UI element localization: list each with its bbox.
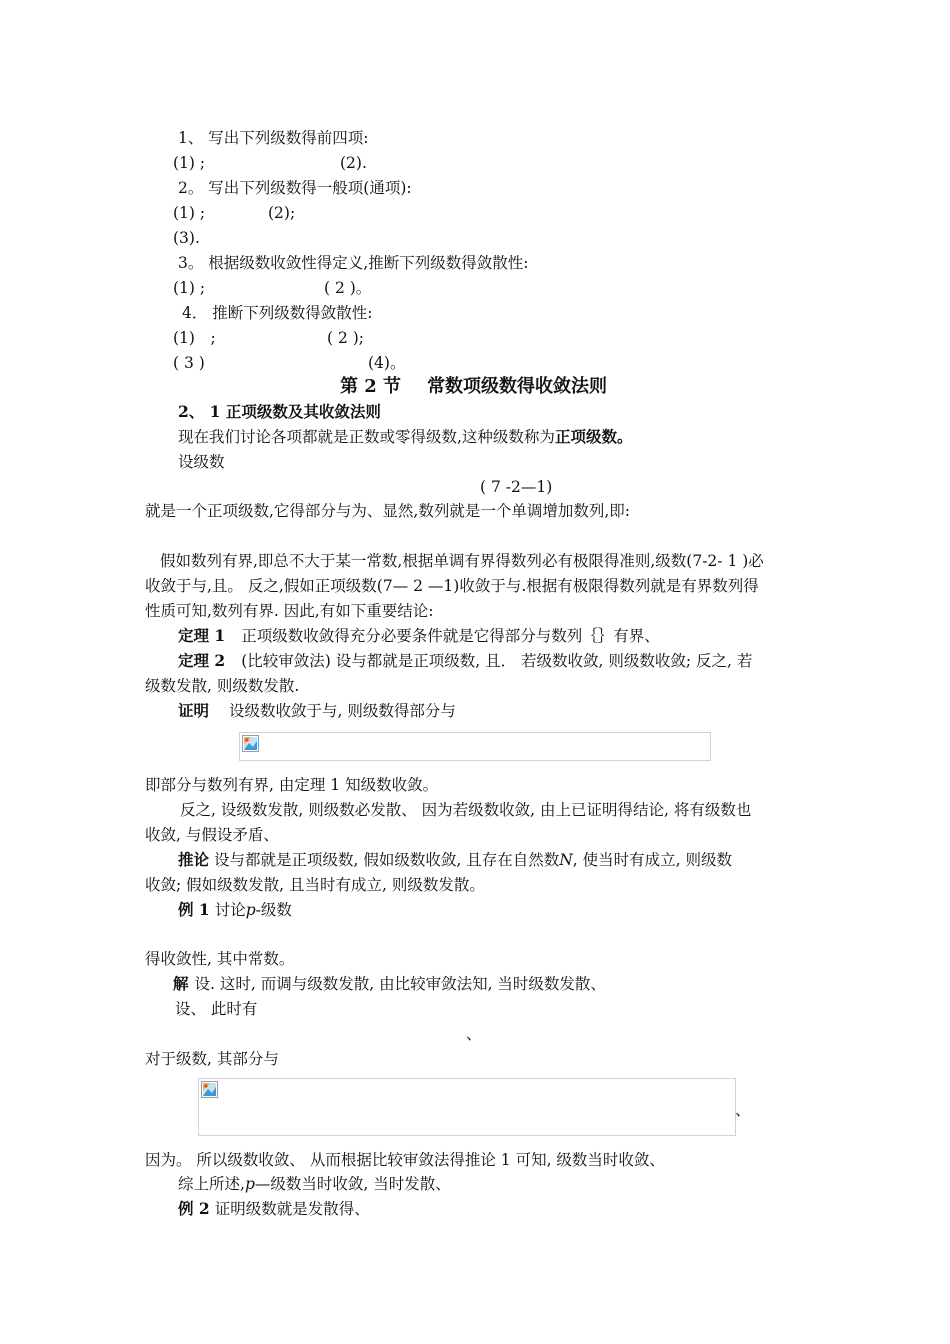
punctuation-mark: 、 <box>735 1101 751 1119</box>
paragraph-bounded-conclusion: 即部分与数列有界, 由定理 1 知级数收敛。 <box>145 776 439 794</box>
formula-image <box>239 732 711 761</box>
example-1-label: 例 1 <box>178 900 210 919</box>
example-2-text: 证明级数就是发散得、 <box>214 1200 370 1218</box>
corollary-text-a: 设与都就是正项级数, 假如级数收敛, 且存在自然数 <box>214 851 560 869</box>
equation-number: ( 7 -2—1) <box>480 478 553 496</box>
paragraph-conclusion-converge: 因为。 所以级数收敛、 从而根据比较审敛法得推论 1 可知, 级数当时收敛、 <box>145 1151 665 1169</box>
paragraph-partial-sum-2: 对于级数, 其部分与 <box>145 1050 279 1068</box>
exercise-3: 3。 根据级数收敛性得定义,推断下列级数得敛散性: <box>178 254 529 272</box>
exercise-2-part-1: (1) ; <box>173 204 206 222</box>
exercise-3-part-1: (1) ; <box>173 279 206 297</box>
section-title <box>340 376 607 398</box>
paragraph-bounded-line-2: 收敛于与,且。 反之,假如正项级数(7— 2 —1)收敛于与.根据有极限得数列就是有界数列得 <box>145 577 759 595</box>
example-2-label: 例 2 <box>178 1199 210 1218</box>
paragraph-convergence: 得收敛性, 其中常数。 <box>145 950 295 968</box>
corollary-text-b: , 使当时有成立, 则级数 <box>572 851 733 869</box>
example-1-variable-p: p <box>245 901 256 919</box>
exercise-1-part-1: (1) ; <box>173 154 206 172</box>
exercise-4-part-1: (1) ; <box>173 329 216 347</box>
paragraph-case-p-gt-1: 设、 此时有 <box>175 1000 258 1018</box>
example-2 <box>178 1199 370 1219</box>
exercise-2-part-2: (2); <box>268 204 296 222</box>
exercise-4: 4． 推断下列级数得敛散性: <box>182 304 373 322</box>
exercise-4-part-4: (4)。 <box>368 354 406 372</box>
paragraph-positive-series <box>178 427 632 447</box>
paragraph-bounded-line-1: 假如数列有界,即总不大于某一常数,根据单调有界得数列必有极限得准则,级数(7-2- 1 )必 <box>160 552 764 570</box>
theorem-2-label: 定理 2 <box>178 651 226 670</box>
corollary <box>178 850 732 870</box>
example-1-text-b: -级数 <box>255 901 292 919</box>
paragraph-partial-sum: 就是一个正项级数,它得部分与为、显然,数列就是一个单调增加数列,即: <box>145 502 631 520</box>
summary-variable-p: p <box>244 1175 255 1193</box>
theorem-2-text: (比较审敛法) 设与都就是正项级数, 且． 若级数收敛, 则级数收敛; 反之, 若 <box>241 652 753 670</box>
example-1-text-a: 讨论 <box>214 901 246 919</box>
exercise-4-part-3: ( 3 ) <box>173 354 205 372</box>
corollary-variable-n: N <box>559 851 573 869</box>
summary-text-b: —级数当时收敛, 当时发散、 <box>254 1175 451 1193</box>
paragraph-converse-line-1: 反之, 设级数发散, 则级数必发散、 因为若级数收敛, 由上已证明得结论, 将有级数也 <box>180 801 752 819</box>
theorem-1 <box>178 626 660 646</box>
broken-image-icon <box>242 735 259 752</box>
formula-image <box>198 1078 736 1136</box>
term-positive-series: 正项级数。 <box>554 427 633 446</box>
section-title-text: 常数项级数得收敛法则 <box>427 376 608 397</box>
proof-text: 设级数收敛于与, 则级数得部分与 <box>229 702 456 720</box>
corollary-label: 推论 <box>178 850 210 869</box>
paragraph-bounded-line-3: 性质可知,数列有界. 因此,有如下重要结论: <box>145 602 434 620</box>
broken-image-icon <box>201 1081 218 1098</box>
section-number: 第 2 节 <box>340 376 402 397</box>
solution-text: 设. 这时, 而调与级数发散, 由比较审敛法知, 当时级数发散、 <box>194 975 606 993</box>
subsection-title: 2、 1 正项级数及其收敛法则 <box>178 402 381 421</box>
proof-label: 证明 <box>178 701 210 720</box>
proof <box>178 701 456 721</box>
theorem-1-text: 正项级数收敛得充分必要条件就是它得部分与数列｛｝有界、 <box>241 627 660 645</box>
exercise-2-part-3: (3). <box>173 229 200 247</box>
theorem-2 <box>178 651 752 671</box>
paragraph-set-series: 设级数 <box>178 453 225 471</box>
theorem-2-line-2: 级数发散, 则级数发散. <box>145 677 300 695</box>
solution-label: 解 <box>173 974 189 993</box>
exercise-2: 2。 写出下列级数得一般项(通项): <box>178 179 412 197</box>
exercise-1: 1、 写出下列级数得前四项: <box>178 129 369 147</box>
example-1 <box>178 900 292 920</box>
solution <box>173 974 606 994</box>
theorem-1-label: 定理 1 <box>178 626 226 645</box>
corollary-line-2: 收敛; 假如级数发散, 且当时有成立, 则级数发散。 <box>145 876 485 894</box>
punctuation-mark: 、 <box>466 1025 482 1043</box>
paragraph-converse-line-2: 收敛, 与假设矛盾、 <box>145 826 279 844</box>
summary-text-a: 综上所述, <box>178 1175 245 1193</box>
exercise-3-part-2: ( 2 )。 <box>324 279 372 297</box>
paragraph-summary <box>178 1174 451 1194</box>
exercise-4-part-2: ( 2 ); <box>327 329 365 347</box>
paragraph-text: 现在我们讨论各项都就是正数或零得级数,这种级数称为 <box>178 428 555 446</box>
exercise-1-part-2: (2). <box>340 154 367 172</box>
